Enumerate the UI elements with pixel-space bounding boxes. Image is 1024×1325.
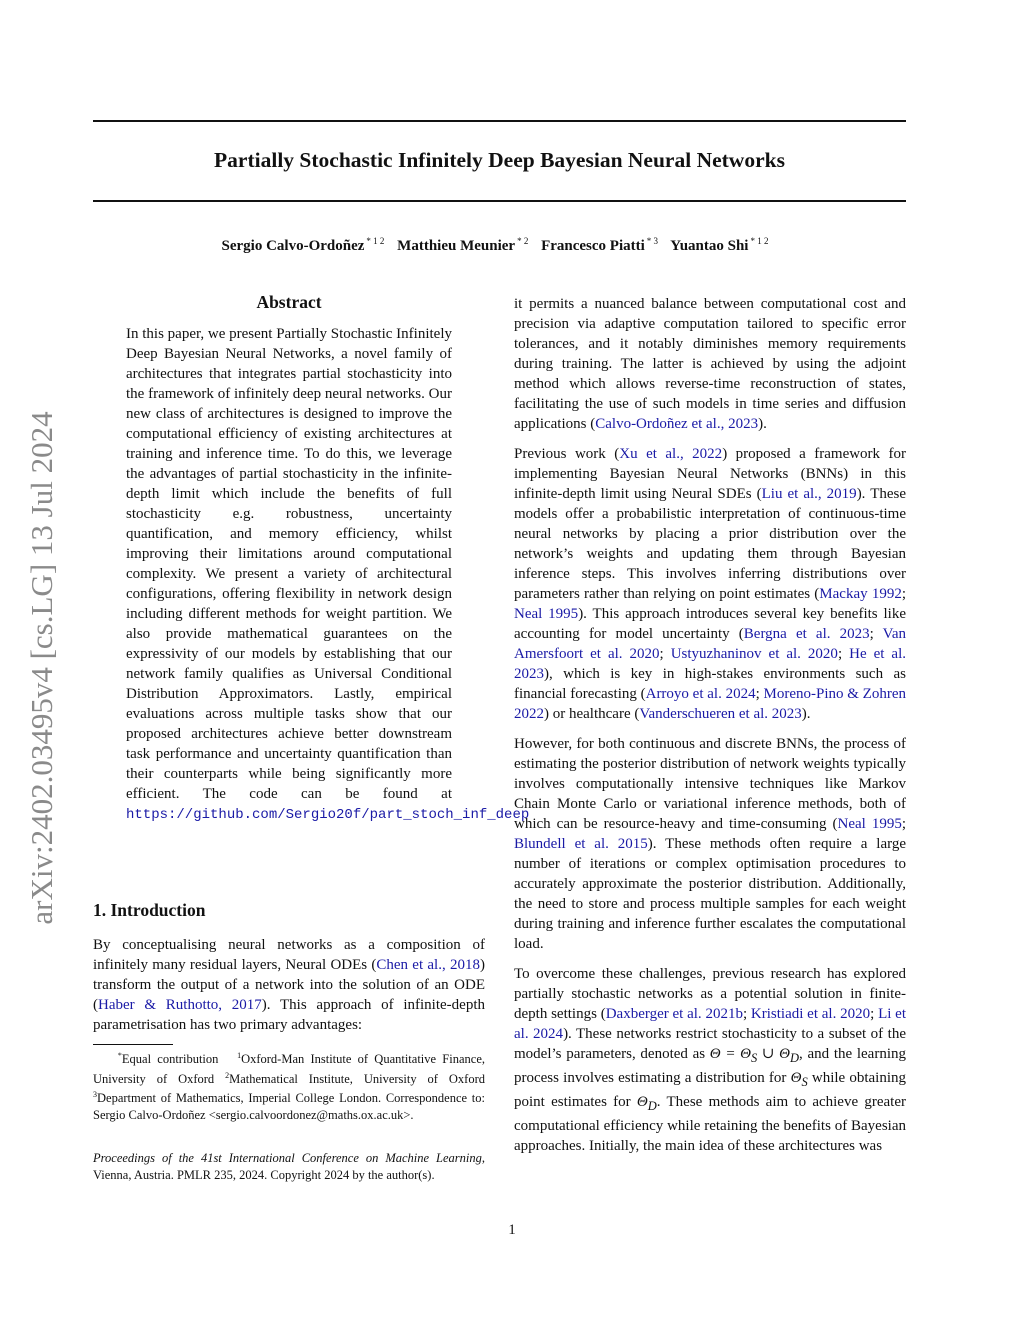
author: Sergio Calvo-Ordoñez $^{* 1 2}$	[221, 236, 385, 254]
author: Matthieu Meunier $^{* 2}$	[397, 236, 529, 254]
citation-link[interactable]: Calvo-Ordoñez et al., 2023	[595, 416, 759, 432]
paragraph: Previous work (Xu et al., 2022) proposed a framework for implementing Bayesian Neural Networks (BNNs) in this infinite-depth limit using Neural SDEs (Liu et al., 2019). These models offer a probabilistic interpretation of continuous-time neural networks by placing a prior distribution over the network’s weights and updating them through Bayesian inference steps. This involves inferring distributions over parameters rather than relying on point estimates (Mackay 1992; Neal 1995). This approach introduces several key benefits like accounting for model uncertainty (Bergna et al. 2023; Van Amersfoort et al. 2020; Ustyuzhaninov et al. 2020; He et al. 2023), which is key in high-stakes environments such as financial forecasting (Arroyo et al. 2024; Moreno-Pino & Zohren 2022) or healthcare (Vanderschueren et al. 2023).	[514, 446, 907, 722]
paragraph: To overcome these challenges, previous research has explored partially stochastic networks as a potential solution in finite-depth settings (Daxberger et al. 2021b; Kristiadi et al. 2020; Li et al. 2024). These networks restrict stochasticity to a subset of the model’s parameters, denoted as $\Theta = \Theta_S$ ∪ $\Theta_D$, and the learning process involves estimating a distribution for $\Theta_S$ while obtaining point estimates for $\Theta_D$. These methods aim to achieve greater computational efficiency while retaining the benefits of Bayesian approaches. Initially, the main idea of these architectures was	[514, 966, 907, 1154]
top-rule	[93, 120, 906, 122]
citation-link[interactable]: Li et al. 2024	[514, 1006, 907, 1042]
citation-link[interactable]: Arroyo et al. 2024	[645, 686, 756, 702]
citation-link[interactable]: Vanderschueren et al. 2023	[639, 706, 802, 722]
affiliation-footnote: *Equal contribution $^1$Oxford-Man Institute of Quantitative Finance, University of Oxford $^2$Mathematical Institute, University of Oxford $^3$Department of Mathematics, Imperial College London. Correspondence to: Sergio Calvo-Ordoñez <sergio.calvoordonez@maths.ox.ac.uk>.	[93, 1051, 485, 1122]
paragraph: it permits a nuanced balance between computational cost and precision via adaptive computation tailored to specific error tolerances, and it notably diminishes memory requirements during training. The latter is achieved by using the adjoint method which allows reverse-time reconstruction of states, facilitating the use of such models in time series and diffusion applications (Calvo-Ordoñez et al., 2023).	[514, 296, 906, 432]
section-heading-introduction: 1. Introduction	[93, 900, 206, 920]
citation-link[interactable]: Bergna et al. 2023	[743, 626, 870, 642]
citation-link[interactable]: He et al. 2023	[514, 646, 906, 682]
citation-link[interactable]: Daxberger et al. 2021b	[605, 1006, 743, 1022]
math-expression: $\Theta_S$	[790, 1070, 808, 1089]
citation-link[interactable]: Blundell et al. 2015	[514, 836, 648, 852]
citation-link[interactable]: Mackay 1992	[819, 586, 902, 602]
citation-link[interactable]: Liu et al., 2019	[761, 486, 857, 502]
proceedings-note: Proceedings of the 41st International Conference on Machine Learning, Vienna, Austria. PMLR 235, 2024. Copyright 2024 by the author(s).	[93, 1151, 485, 1182]
citation-link[interactable]: Neal 1995	[837, 816, 902, 832]
right-column	[514, 294, 906, 1156]
title-bottom-rule	[93, 200, 906, 202]
code-link[interactable]: https://github.com/Sergio20f/part_stoch_inf_deep	[126, 807, 530, 823]
paper-title: Partially Stochastic Infinitely Deep Bayesian Neural Networks	[214, 148, 785, 172]
abstract-body: In this paper, we present Partially Stochastic Infinitely Deep Bayesian Neural Networks, a novel family of architectures that integrates partial stochasticity into the framework of infinitely deep neural networks. Our new class of architectures is designed to improve the computational efficiency of existing architectures at training and inference time. To do this, we leverage the advantages of partial stochasticity in the infinite-depth limit which include the benefits of full stochasticity e.g. robustness, uncertainty quantification, and memory efficiency, whilst improving their limitations around computational complexity. We present a variety of architectural configurations, offering flexibility in network design including different methods for weight partition. We also provide mathematical guarantees on the expressivity of our models by establishing that our network family qualifies as Universal Conditional Distribution Approximators. Lastly, empirical evaluations across multiple tasks show that our proposed architectures achieve better downstream task performance and uncertainty quantification than their counterparts while being significantly more efficient. The code can be found at https://github.com/Sergio20f/part_stoch_inf_deep	[126, 326, 530, 823]
author: Francesco Piatti $^{* 3}$	[541, 236, 659, 254]
citation-link[interactable]: Xu et al., 2022	[619, 446, 723, 462]
arxiv-sidebar-stamp: arXiv:2402.03495v4 [cs.LG] 13 Jul 2024	[24, 411, 59, 925]
citation-link[interactable]: Van Amersfoort et al. 2020	[514, 626, 906, 662]
footnote-rule	[93, 1044, 173, 1045]
math-expression: $\Theta = \Theta_S$ ∪ $\Theta_D$	[709, 1046, 800, 1065]
citation-link[interactable]: Moreno-Pino & Zohren 2022	[514, 686, 906, 722]
citation-link[interactable]: Chen et al., 2018	[376, 957, 480, 973]
citation-link[interactable]: Neal 1995	[514, 606, 579, 622]
paragraph: However, for both continuous and discrete BNNs, the process of estimating the posterior distribution of network weights typically involves computationally intensive techniques like Markov Chain Monte Carlo or variational inference methods, both of which can be resource-heavy and time-consuming (Neal 1995; Blundell et al. 2015). These methods often require a large number of iterations or complex optimisation procedures to accurately approximate the posterior distribution. Additionally, the need to store and process multiple samples for each weight during training and inference further escalates the computational load.	[514, 736, 906, 952]
author-list	[93, 236, 906, 255]
intro-paragraph: By conceptualising neural networks as a composition of infinitely many residual layers, Neural ODEs (Chen et al., 2018) transform the output of a network into the solution of an ODE (Haber & Ruthotto, 2017). This approach of infinite-depth parametrisation has two primary advantages:	[93, 937, 486, 1033]
author: Yuantao Shi $^{* 1 2}$	[670, 236, 769, 254]
citation-link[interactable]: Kristiadi et al. 2020	[750, 1006, 871, 1022]
abstract-heading: Abstract	[256, 292, 322, 312]
citation-link[interactable]: Haber & Ruthotto, 2017	[98, 997, 262, 1013]
citation-link[interactable]: Ustyuzhaninov et al. 2020	[670, 646, 838, 662]
page-number: 1	[508, 1222, 516, 1238]
math-expression: $\Theta_D$	[636, 1094, 657, 1113]
